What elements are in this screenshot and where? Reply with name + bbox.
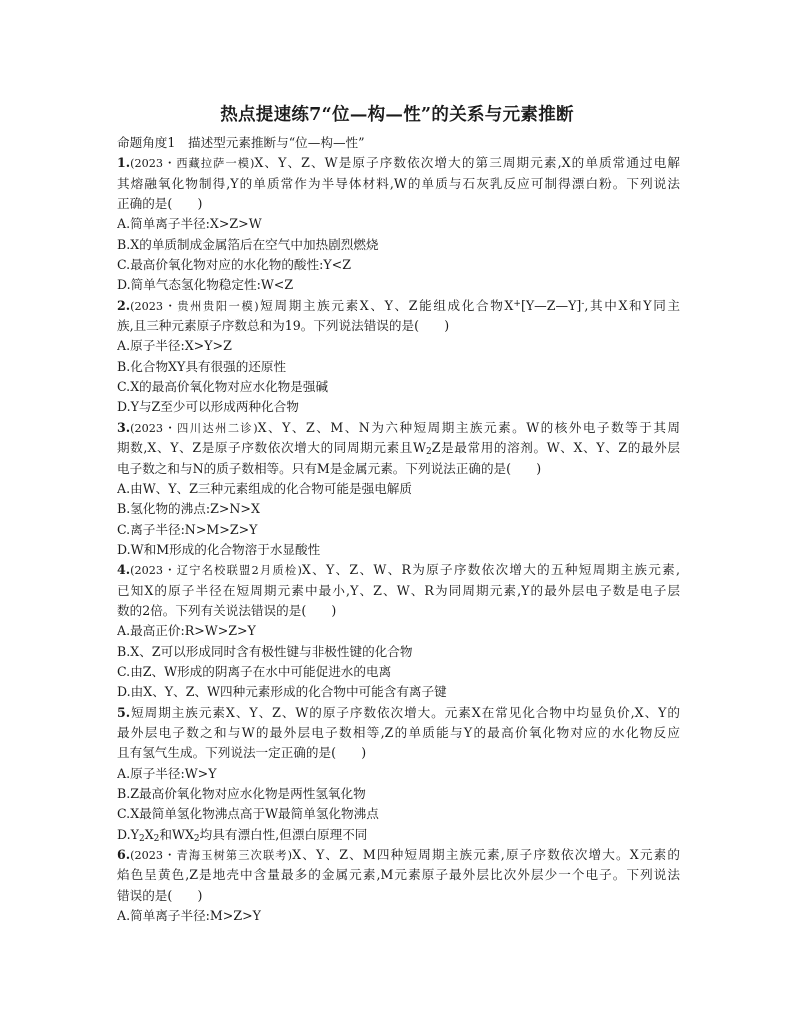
q6-number: 6. xyxy=(117,847,131,863)
q5-subscript-1: 2 xyxy=(138,833,145,844)
q4-option-b[interactable]: B.X、Z可以形成同时含有极性键与非极性键的化合物 xyxy=(117,643,413,659)
q5-option-a[interactable]: A.原子半径:W>Y xyxy=(117,765,217,781)
q4-option-c[interactable]: C.由Z、W形成的阴离子在水中可能促进水的电离 xyxy=(117,663,392,679)
q2-source: (2023・贵州贵阳一模) xyxy=(130,299,259,313)
q4-stem-line-3: 数的2倍。下列有关说法错误的是( ) xyxy=(117,602,337,618)
q5-stem-line-3: 且有氢气生成。下列说法一定正确的是( ) xyxy=(117,745,367,761)
q3-option-c[interactable]: C.离子半径:N>M>Z>Y xyxy=(117,521,258,537)
q5-stem-line-1 xyxy=(117,703,680,723)
question-list xyxy=(117,133,680,926)
page-title: 热点提速练7“位—构—性”的关系与元素推断 xyxy=(220,105,574,125)
q3-stem-text-1: X、Y、Z、M、N为六种短周期主族元素。W的核外电子数等于其周 xyxy=(257,419,680,435)
q3-option-a[interactable]: A.由W、Y、Z三种元素组成的化合物可能是强电解质 xyxy=(117,480,412,496)
q2-stem-text-1c: ,其中X和Y同主 xyxy=(584,297,680,313)
q2-option-b[interactable]: B.化合物XY具有很强的还原性 xyxy=(117,358,287,374)
q1-option-c[interactable]: C.最高价氧化物对应的水化物的酸性:Y<Z xyxy=(117,257,351,273)
q2-option-d[interactable]: D.Y与Z至少可以形成两种化合物 xyxy=(117,399,299,415)
q2-option-a[interactable]: A.原子半径:X>Y>Z xyxy=(117,338,232,354)
q3-subscript-2: 2 xyxy=(425,447,432,458)
q1-stem-line-2: 其熔融氧化物制得,Y的单质常作为半导体材料,W的单质与石灰乳反应可制得漂白粉。下列说法 xyxy=(117,175,680,191)
q2-superscript-minus: - xyxy=(581,298,585,309)
q6-source: (2023・青海玉树第三次联考) xyxy=(130,849,293,863)
q3-stem-line-1 xyxy=(117,418,680,438)
q4-stem-text-1: X、Y、Z、W、R为原子序数依次增大的五种短周期主族元素, xyxy=(301,562,680,578)
q1-source: (2023・西藏拉萨一模) xyxy=(130,157,255,171)
q5-option-d-text-2: X xyxy=(144,826,154,842)
q6-stem-text-1: X、Y、Z、M四种短周期主族元素,原子序数依次增大。X元素的 xyxy=(292,847,680,863)
q2-option-c[interactable]: C.X的最高价氧化物对应水化物是强碱 xyxy=(117,379,329,395)
q5-subscript-3: 2 xyxy=(193,833,200,844)
q2-stem-line-1 xyxy=(117,296,680,316)
q1-option-d[interactable]: D.简单气态氢化物稳定性:W<Z xyxy=(117,277,294,293)
q1-stem-text-1: X、Y、Z、W是原子序数依次增大的第三周期元素,X的单质常通过电解 xyxy=(254,155,680,171)
q3-option-b[interactable]: B.氢化物的沸点:Z>N>X xyxy=(117,501,260,517)
q2-superscript-plus: + xyxy=(513,298,521,309)
q6-stem-line-3: 错误的是( ) xyxy=(117,887,203,903)
q5-option-d-text-3: 和WX xyxy=(159,826,194,842)
q3-number: 3. xyxy=(117,419,131,435)
q3-stem-line-3: 电子数之和与N的质子数相等。只有M是金属元素。下列说法正确的是( ) xyxy=(117,460,542,476)
q3-stem-line-2 xyxy=(117,438,680,458)
q4-option-d[interactable]: D.由X、Y、Z、W四种元素形成的化合物中可能含有离子键 xyxy=(117,684,447,700)
q2-stem-text-1b: [Y—Z—Y] xyxy=(520,297,582,313)
q3-stem-text-2b: Z是最常用的溶剂。W、X、Y、Z的最外层 xyxy=(431,440,680,456)
q1-stem-line-3: 正确的是( ) xyxy=(117,196,203,212)
q6-stem-line-2: 焰色呈黄色,Z是地壳中含量最多的金属元素,M元素原子最外层比次外层少一个电子。下列说法 xyxy=(117,867,680,883)
q2-number: 2. xyxy=(117,297,131,313)
q6-stem-line-1 xyxy=(117,845,680,865)
q4-option-a[interactable]: A.最高正价:R>W>Z>Y xyxy=(117,623,256,639)
q3-stem-text-2a: 期数,X、Y、Z是原子序数依次增大的同周期元素且W xyxy=(117,440,426,456)
q1-number: 1. xyxy=(117,155,131,171)
q3-option-d[interactable]: D.W和M形成的化合物溶于水显酸性 xyxy=(117,541,321,557)
q1-option-b[interactable]: B.X的单质制成金属箔后在空气中加热剧烈燃烧 xyxy=(117,236,379,252)
q3-source: (2023・四川达州二诊) xyxy=(130,421,258,435)
q6-option-a[interactable]: A.简单离子半径:M>Z>Y xyxy=(117,908,261,924)
q5-option-d-text-1: D.Y xyxy=(117,826,139,842)
q4-source: (2023・辽宁名校联盟2月质检) xyxy=(130,564,302,578)
q1-option-a[interactable]: A.简单离子半径:X>Z>W xyxy=(117,216,262,232)
q4-stem-line-1 xyxy=(117,560,680,580)
q2-stem-line-2: 族,且三种元素原子序数总和为19。下列说法错误的是( ) xyxy=(117,318,450,334)
q5-option-c[interactable]: C.X最简单氢化物沸点高于W最简单氢化物沸点 xyxy=(117,806,379,822)
q5-subscript-2: 2 xyxy=(153,833,160,844)
q4-number: 4. xyxy=(117,562,131,578)
q5-option-b[interactable]: B.Z最高价氧化物对应水化物是两性氢氧化物 xyxy=(117,786,366,801)
q4-stem-line-2: 已知X的原子半径在短周期元素中最小,Y、Z、W、R为同周期元素,Y的最外层电子数是电子层 xyxy=(117,582,680,598)
q5-stem-line-2: 最外层电子数之和与W的最外层电子数相等,Z的单质能与Y的最高价氧化物对应的水化物反应 xyxy=(117,724,680,740)
q1-stem-line-1 xyxy=(117,153,680,173)
section-heading: 命题角度1 描述型元素推断与“位—构—性” xyxy=(117,135,365,150)
q2-stem-text-1a: 短周期主族元素X、Y、Z能组成化合物X xyxy=(258,297,514,313)
q5-stem-text-1: 短周期主族元素X、Y、Z、W的原子序数依次增大。元素X在常见化合物中均显负价,X、Y的 xyxy=(130,704,680,720)
q5-number: 5. xyxy=(117,704,131,720)
q5-option-d[interactable] xyxy=(117,825,680,845)
q5-option-d-text-4: 均具有漂白性,但漂白原理不同 xyxy=(199,826,368,842)
